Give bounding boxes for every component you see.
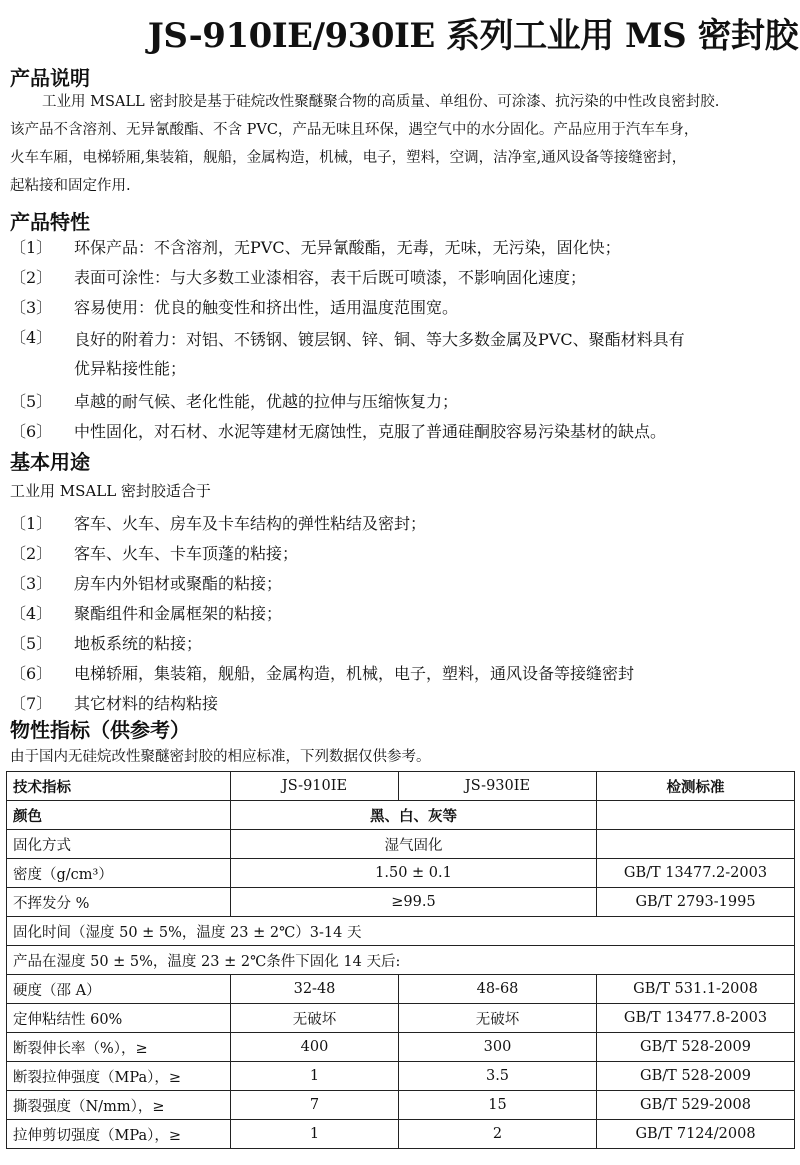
row-label: 固化方式 [7, 830, 231, 859]
list-item [10, 325, 790, 383]
item-text: 聚酯组件和金属框架的粘接； [74, 604, 283, 623]
description-line: 火车车厢，电梯轿厢,集装箱，舰船，金属构造，机械，电子，塑料，空调，洁净室,通风设备等接缝密封， [10, 150, 687, 166]
item-number: 〔1〕 [10, 514, 53, 533]
item-text: 地板系统的粘接； [74, 634, 203, 653]
list-item [10, 235, 790, 265]
table-row [7, 975, 795, 1004]
header-cell: JS-930IE [399, 772, 597, 801]
header-cell: JS-910IE [231, 772, 399, 801]
row-label: 密度（g/cm³） [7, 859, 231, 888]
row-value-910: 32-48 [231, 975, 399, 1004]
list-item [10, 389, 790, 419]
row-label: 拉伸剪切强度（MPa），≥ [7, 1120, 231, 1149]
row-value-930: 3.5 [399, 1062, 597, 1091]
list-item [10, 601, 790, 631]
row-value: 湿气固化 [231, 830, 597, 859]
table-row [7, 830, 795, 859]
row-value: 1.50 ± 0.1 [231, 859, 597, 888]
list-item [10, 511, 790, 541]
table-row [7, 1033, 795, 1062]
row-label: 定伸粘结性 60% [7, 1004, 231, 1033]
row-value-910: 400 [231, 1033, 399, 1062]
row-label: 硬度（邵 A） [7, 975, 231, 1004]
section-heading-properties: 物性指标（供参考） [10, 718, 190, 742]
row-value-910: 7 [231, 1091, 399, 1120]
item-text: 良好的附着力：对铝、不锈钢、镀层钢、锌、铜、等大多数金属及PVC、聚酯材料具有 [74, 330, 685, 349]
row-standard [597, 830, 795, 859]
row-label: 断裂拉伸强度（MPa），≥ [7, 1062, 231, 1091]
section-heading-uses: 基本用途 [10, 450, 90, 474]
row-standard: GB/T 531.1-2008 [597, 975, 795, 1004]
row-value-930: 2 [399, 1120, 597, 1149]
item-number: 〔6〕 [10, 422, 53, 441]
table-header-row [7, 772, 795, 801]
uses-intro: 工业用 MSALL 密封胶适合于 [10, 482, 211, 500]
row-standard [597, 801, 795, 830]
item-number: 〔2〕 [10, 268, 53, 287]
list-item [10, 661, 790, 691]
row-value: ≥99.5 [231, 888, 597, 917]
item-number: 〔3〕 [10, 574, 53, 593]
item-number: 〔4〕 [10, 328, 53, 347]
table-row [7, 1120, 795, 1149]
row-standard: GB/T 528-2009 [597, 1062, 795, 1091]
row-value-910: 1 [231, 1120, 399, 1149]
item-number: 〔6〕 [10, 664, 53, 683]
description-paragraph [10, 88, 790, 200]
features-list [10, 235, 790, 449]
list-item [10, 295, 790, 325]
item-number: 〔3〕 [10, 298, 53, 317]
item-number: 〔4〕 [10, 604, 53, 623]
table-row [7, 917, 795, 946]
row-value-930: 300 [399, 1033, 597, 1062]
header-cell: 技术指标 [7, 772, 231, 801]
row-standard: GB/T 528-2009 [597, 1033, 795, 1062]
description-line: 工业用 MSALL 密封胶是基于硅烷改性聚醚聚合物的高质量、单组份、可涂漆、抗污染的中性改良密封胶. [42, 94, 720, 110]
document-title: JS-910IE/930IE 系列工业用 MS 密封胶 [147, 16, 798, 56]
row-value-910: 1 [231, 1062, 399, 1091]
row-standard: GB/T 2793-1995 [597, 888, 795, 917]
item-text: 卓越的耐气候、老化性能，优越的拉伸与压缩恢复力； [74, 392, 459, 411]
item-text: 客车、火车、房车及卡车结构的弹性粘结及密封； [74, 514, 427, 533]
properties-note: 由于国内无硅烷改性聚醚密封胶的相应标准，下列数据仅供参考。 [10, 749, 431, 765]
row-label: 不挥发分 % [7, 888, 231, 917]
row-standard: GB/T 13477.8-2003 [597, 1004, 795, 1033]
table-row [7, 859, 795, 888]
row-value-930: 无破坏 [399, 1004, 597, 1033]
item-number: 〔5〕 [10, 634, 53, 653]
item-text: 其它材料的结构粘接 [74, 694, 219, 713]
item-text: 容易使用：优良的触变性和挤出性，适用温度范围宽。 [74, 298, 459, 317]
list-item [10, 419, 790, 449]
item-text: 中性固化，对石材、水泥等建材无腐蚀性，克服了普通硅酮胶容易污染基材的缺点。 [74, 422, 667, 441]
table-row [7, 801, 795, 830]
item-text: 表面可涂性：与大多数工业漆相容，表干后既可喷漆，不影响固化速度； [74, 268, 587, 287]
description-line: 该产品不含溶剂、无异氰酸酯、不含 PVC，产品无味且环保，遇空气中的水分固化。产品应用于汽车车身， [10, 122, 699, 138]
item-number: 〔5〕 [10, 392, 53, 411]
list-item [10, 265, 790, 295]
cure-time-row: 固化时间（湿度 50 ± 5%，温度 23 ± 2℃）3-14 天 [7, 917, 795, 946]
row-standard: GB/T 529-2008 [597, 1091, 795, 1120]
section-heading-features: 产品特性 [10, 210, 90, 234]
row-value-930: 48-68 [399, 975, 597, 1004]
item-text-block [74, 325, 790, 383]
row-label: 颜色 [7, 801, 231, 830]
section-heading-description: 产品说明 [10, 66, 90, 90]
header-cell: 检测标准 [597, 772, 795, 801]
row-value-910: 无破坏 [231, 1004, 399, 1033]
item-text: 环保产品：不含溶剂，无PVC、无异氰酸酯，无毒，无味，无污染，固化快； [74, 238, 621, 257]
row-label: 断裂伸长率（%），≥ [7, 1033, 231, 1062]
item-text: 优异粘接性能； [74, 359, 187, 378]
properties-table [6, 771, 795, 1149]
table-row [7, 1091, 795, 1120]
row-standard: GB/T 13477.2-2003 [597, 859, 795, 888]
row-label: 撕裂强度（N/mm），≥ [7, 1091, 231, 1120]
item-text: 电梯轿厢，集装箱，舰船，金属构造，机械，电子，塑料，通风设备等接缝密封 [74, 664, 635, 683]
condition-row: 产品在湿度 50 ± 5%，温度 23 ± 2℃条件下固化 14 天后: [7, 946, 795, 975]
description-line: 起粘接和固定作用. [10, 178, 131, 194]
list-item [10, 571, 790, 601]
table-row [7, 888, 795, 917]
row-value: 黑、白、灰等 [231, 801, 597, 830]
table-row [7, 946, 795, 975]
table-row [7, 1062, 795, 1091]
table-row [7, 1004, 795, 1033]
row-standard: GB/T 7124/2008 [597, 1120, 795, 1149]
uses-list [10, 511, 790, 721]
item-text: 房车内外铝材或聚酯的粘接； [74, 574, 283, 593]
item-number: 〔2〕 [10, 544, 53, 563]
list-item [10, 541, 790, 571]
list-item [10, 631, 790, 661]
item-text: 客车、火车、卡车顶蓬的粘接； [74, 544, 299, 563]
item-number: 〔7〕 [10, 694, 53, 713]
item-number: 〔1〕 [10, 238, 53, 257]
row-value-930: 15 [399, 1091, 597, 1120]
